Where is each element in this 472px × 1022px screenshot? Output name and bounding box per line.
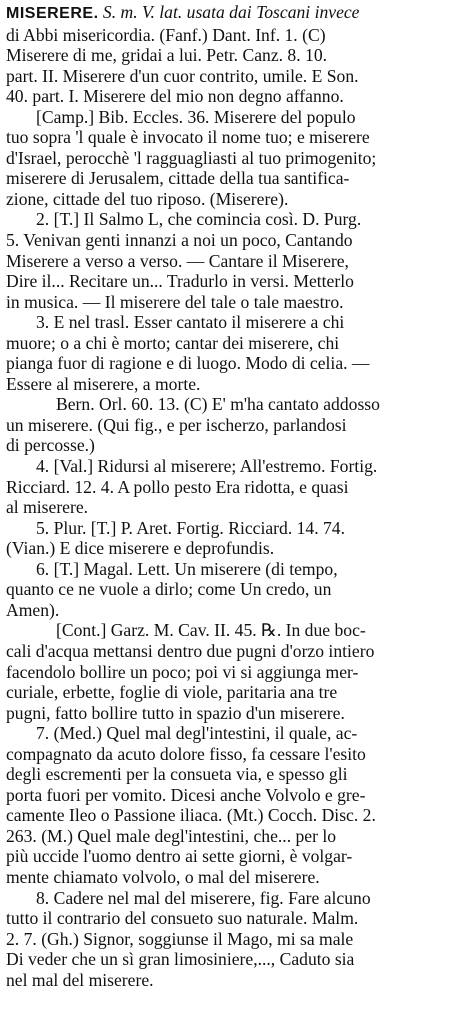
headword: MISERERE. <box>6 5 99 22</box>
entry-line-15: in musica. — Il miserere del tale o tale maestro. <box>6 291 344 312</box>
entry-line-9: miserere di Jerusalem, cittade della tua santifica- <box>6 168 350 189</box>
entry-line-18: pianga fuor di ragione e di luogo. Modo di celia. — <box>6 353 370 374</box>
entry-line-43: mente chiamato volvolo, o mal del miserere. <box>6 866 320 887</box>
entry-line-2: di Abbi misericordia. (Fanf.) Dant. Inf. 1. (C) <box>6 24 326 45</box>
entry-line-20: Bern. Orl. 60. 13. (C) E' m'ha cantato addosso <box>56 394 380 415</box>
entry-line-25: al miserere. <box>6 497 89 518</box>
entry-line-33: facendolo bollire un poco; poi vi si aggiunga mer- <box>6 661 359 682</box>
entry-line-32: cali d'acqua mettansi dentro due pugni d'orzo intiero <box>6 640 375 661</box>
entry-line-5: 40. part. I. Miserere del mio non degno affanno. <box>6 86 344 107</box>
entry-line-19: Essere al miserere, a morte. <box>6 373 201 394</box>
entry-line-37: compagnato da acuto dolore fisso, fa cessare l'esito <box>6 743 366 764</box>
entry-line-21: un miserere. (Qui fig., e per ischerzo, parlandosi <box>6 414 347 435</box>
entry-line-23: 4. [Val.] Ridursi al miserere; All'estremo. Fortig. <box>36 456 378 477</box>
entry-line-6: [Camp.] Bib. Eccles. 36. Miserere del populo <box>36 106 356 127</box>
entry-line-30: Amen). <box>6 599 60 620</box>
entry-line-8: d'Israel, perocchè 'l ragguagliasti al tuo primogenito; <box>6 147 377 168</box>
entry-line-13: Miserere a verso a verso. — Cantare il Miserere, <box>6 250 349 271</box>
entry-line-7: tuo sopra 'l quale è invocato il nome tuo; e miserere <box>6 127 370 148</box>
entry-line-38: degli escrementi per la consueta via, e spesso gli <box>6 764 348 785</box>
entry-line-22: di percosse.) <box>6 435 95 456</box>
entry-line-36: 7. (Med.) Quel mal degl'intestini, il quale, ac- <box>36 723 358 744</box>
entry-line-39: porta fuori per vomito. Dicesi anche Volvolo e gre- <box>6 784 366 805</box>
entry-line-48: nel mal del miserere. <box>6 969 154 990</box>
entry-line-10: zione, cittade del tuo riposo. (Miserere). <box>6 188 289 209</box>
entry-line-42: più uccide l'uomo dentro ai sette giorni, è volgar- <box>6 846 353 867</box>
entry-line-14: Dire il... Recitare un... Tradurlo in versi. Metterlo <box>6 271 354 292</box>
entry-line-28: 6. [T.] Magal. Lett. Un miserere (di tempo, <box>36 558 338 579</box>
entry-line-34: curiale, erbette, foglie di viole, paritaria ana tre <box>6 682 338 703</box>
entry-line-41: 263. (M.) Quel male degl'intestini, che... per lo <box>6 825 337 846</box>
entry-line-31: [Cont.] Garz. M. Cav. II. 45. ℞. In due boc- <box>56 620 366 641</box>
entry-line-24: Ricciard. 12. 4. A pollo pesto Era ridotta, e quasi <box>6 476 349 497</box>
entry-line-35: pugni, fatto bollire tutto in spazio d'un miserere. <box>6 702 345 723</box>
entry-line-17: muore; o a chi è morto; cantar dei miserere, chi <box>6 332 340 353</box>
entry-line-46: 2. 7. (Gh.) Signor, soggiunse il Mago, mi sa male <box>6 928 354 949</box>
entry-line-3: Miserere di me, gridai a lui. Petr. Canz. 8. 10. <box>6 45 328 66</box>
entry-line-45: tutto il contrario del consueto suo naturale. Malm. <box>6 908 359 929</box>
entry-line-1: MISERERE. S. m. V. lat. usata dai Toscani invece <box>6 2 360 22</box>
entry-line-40: camente Ileo o Passione iliaca. (Mt.) Cocch. Disc. 2. <box>6 805 376 826</box>
entry-line-26: 5. Plur. [T.] P. Aret. Fortig. Ricciard. 14. 74. <box>36 517 346 538</box>
entry-line-44: 8. Cadere nel mal del miserere, fig. Fare alcuno <box>36 887 371 908</box>
entry-line-16: 3. E nel trasl. Esser cantato il miserere a chi <box>36 312 345 333</box>
entry-line-11: 2. [T.] Il Salmo L, che comincia così. D. Purg. <box>36 209 362 230</box>
entry-line-29: quanto ce ne vuole a dirlo; come Un credo, un <box>6 579 332 600</box>
entry-line-4: part. II. Miserere d'un cuor contrito, umile. E Son. <box>6 65 359 86</box>
entry-line-47: Di veder che un sì gran limosiniere,..., Caduto sia <box>6 949 355 970</box>
entry-line-27: (Vian.) E dice miserere e deprofundis. <box>6 538 275 559</box>
entry-line-12: 5. Venivan genti innanzi a noi un poco, Cantando <box>6 230 353 251</box>
